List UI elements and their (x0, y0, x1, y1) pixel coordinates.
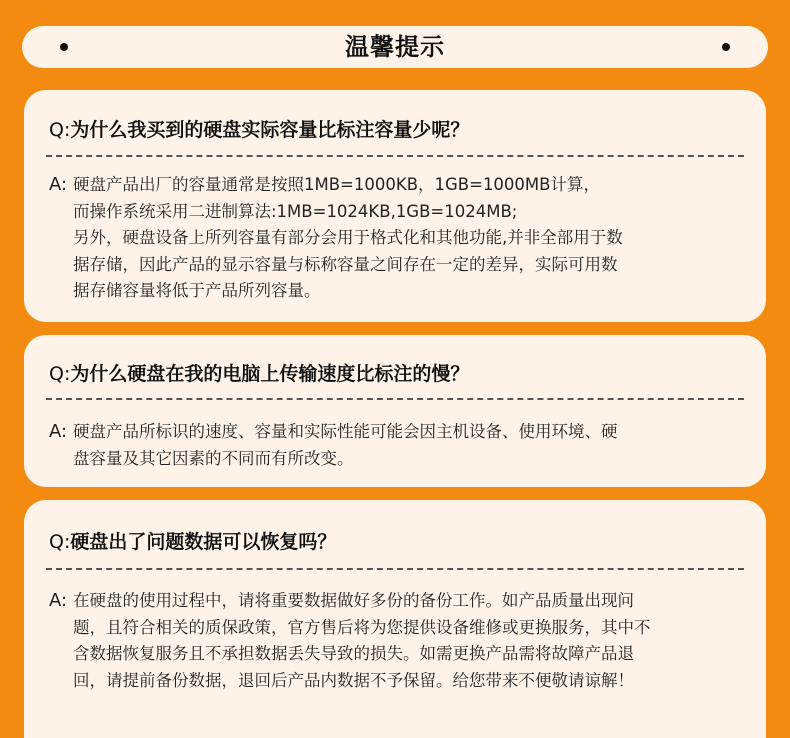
dashed-divider (46, 568, 744, 570)
question-text: 为什么我买到的硬盘实际容量比标注容量少呢？ (70, 119, 470, 141)
answer-line: 回，请提前备份数据，退回后产品内数据不予保留。给您带来不便敬请谅解！ (73, 670, 634, 690)
answer-line: 含数据恢复服务且不承担数据丢失导致的损失。如需更换产品需将故障产品退 (73, 644, 634, 663)
answer-prefix: A: (49, 174, 68, 195)
faq-answer-1 (49, 172, 744, 305)
faq-answer-3 (49, 588, 744, 694)
answer-line: 在硬盘的使用过程中，请将重要数据做好多份的备份工作。如产品质量出现问 (73, 591, 634, 610)
answer-line: 另外，硬盘设备上所列容量有部分会用于格式化和其他功能,并非全部用于数 (73, 228, 623, 247)
faq-question-2 (49, 359, 746, 386)
answer-line: 而操作系统采用二进制算法:1MB=1024KB,1GB=1024MB; (73, 201, 518, 221)
faq-question-3 (49, 527, 746, 554)
question-text: 硬盘出了问题数据可以恢复吗？ (70, 531, 337, 553)
page-title: 温馨提示 (345, 33, 445, 61)
faq-question-1 (49, 115, 746, 142)
question-prefix: Q: (49, 531, 71, 553)
faq-card-2 (24, 335, 766, 487)
answer-prefix: A: (49, 421, 68, 442)
answer-line: 硬盘产品出厂的容量通常是按照1MB=1000KB，1GB=1000MB计算， (73, 175, 600, 194)
question-prefix: Q: (49, 119, 71, 141)
answer-line: 据存储，因此产品的显示容量与标称容量之间存在一定的差异，实际可用数 (73, 254, 618, 274)
question-prefix: Q: (49, 363, 71, 385)
answer-line: 盘容量及其它因素的不同而有所改变。 (73, 448, 354, 468)
title-banner (22, 26, 768, 68)
answer-line: 硬盘产品所标识的速度、容量和实际性能可能会因主机设备、使用环境、硬 (73, 422, 618, 441)
answer-prefix: A: (49, 590, 68, 611)
faq-answer-2 (49, 419, 744, 472)
answer-line: 据存储容量将低于产品所列容量。 (73, 281, 321, 300)
faq-card-3 (24, 500, 766, 738)
bullet-dot-right (722, 43, 730, 51)
dashed-divider (46, 155, 744, 157)
dashed-divider (46, 398, 744, 400)
faq-card-1 (24, 90, 766, 322)
question-text: 为什么硬盘在我的电脑上传输速度比标注的慢？ (70, 363, 470, 385)
answer-line: 题，且符合相关的质保政策，官方售后将为您提供设备维修或更换服务，其中不 (73, 617, 651, 637)
